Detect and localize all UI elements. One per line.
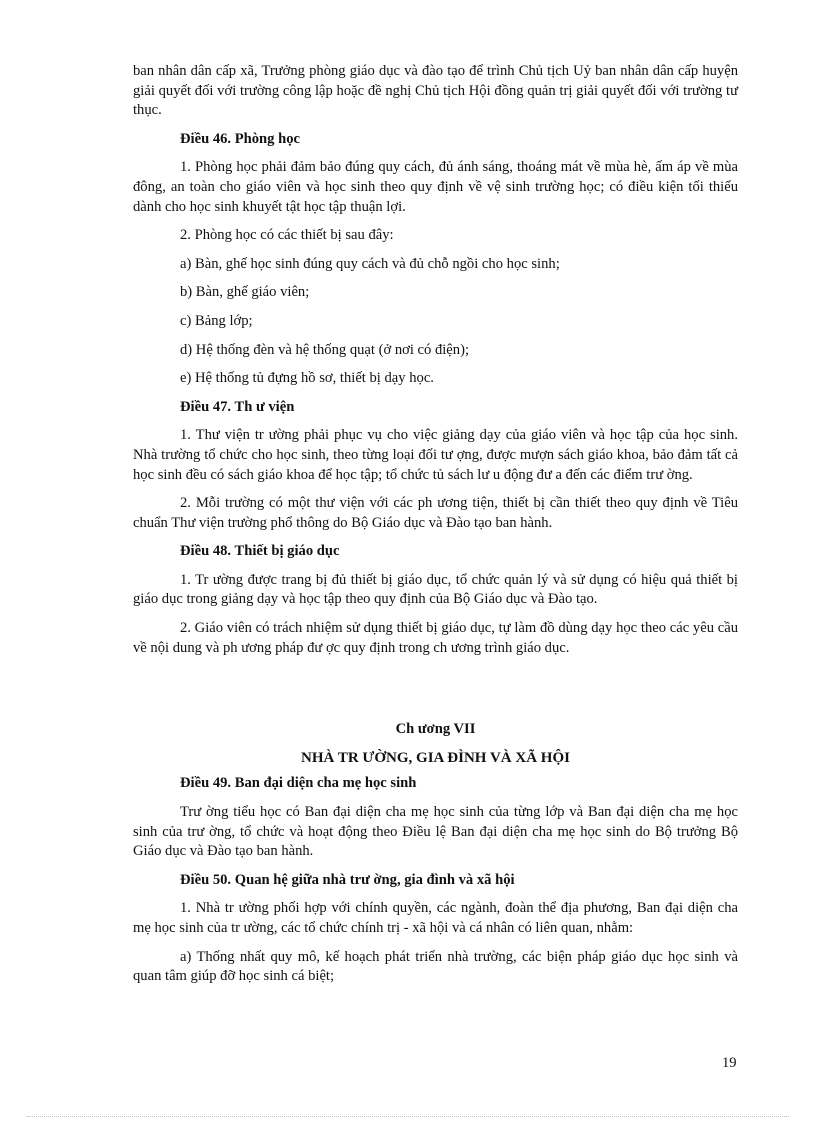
chapter-number: Ch ương VII [395, 721, 476, 738]
page-bottom-divider [27, 1116, 789, 1117]
article-46-item-a: a) Bàn, ghế học sinh đúng quy cách và đủ chỗ ngồi cho học sinh; [180, 255, 560, 272]
article-49-heading: Điều 49. Ban đại diện cha mẹ học sinh [180, 775, 417, 792]
article-48-clause-1: 1. Tr ường được trang bị đủ thiết bị giáo dục, tổ chức quản lý và sử dụng có hiệu quả thiết bị giáo dục trong giảng dạy và học tập theo quy định của Bộ Giáo dục và Đào tạo. [133, 571, 738, 608]
article-47-clause-2: 2. Mỗi trường có một thư viện với các ph ương tiện, thiết bị cần thiết theo quy định về Tiêu chuẩn Thư viện trường phổ thông do Bộ Giáo dục và Đào tạo ban hành. [133, 495, 738, 531]
article-48-clause-2: 2. Giáo viên có trách nhiệm sử dụng thiết bị giáo dục, tự làm đồ dùng dạy học theo các yêu cầu về nội dung và ph ương pháp đư ợc quy định trong ch ương trình giáo dục. [133, 620, 738, 656]
article-46-clause-1: 1. Phòng học phải đảm bảo đúng quy cách, đủ ánh sáng, thoáng mát về mùa hè, ấm áp về mùa đông, an toàn cho giáo viên và học sinh theo quy định về vệ sinh trường học; có điều kiện tối thiểu dành cho học sinh khuyết tật học tập thuận lợi. [133, 159, 738, 215]
article-50-heading: Điều 50. Quan hệ giữa nhà trư ờng, gia đình và xã hội [180, 871, 515, 888]
article-50-clause-1: 1. Nhà tr ường phối hợp với chính quyền, các ngành, đoàn thể địa phương, Ban đại diện cha mẹ học sinh của tr ường, các tổ chức chính trị - xã hội và cá nhân có liên quan, nhằm: [133, 900, 738, 936]
page-body [133, 62, 738, 996]
article-50-item-a: a) Thống nhất quy mô, kế hoạch phát triển nhà trường, các biện pháp giáo dục học sinh và quan tâm giúp đỡ học sinh cá biệt; [133, 948, 738, 985]
article-46-item-c: c) Bảng lớp; [180, 312, 253, 329]
article-46-item-e: e) Hệ thống tủ đựng hồ sơ, thiết bị dạy học. [180, 370, 434, 387]
article-48-heading: Điều 48. Thiết bị giáo dục [180, 543, 340, 560]
article-46-item-b: b) Bàn, ghế giáo viên; [180, 284, 310, 301]
chapter-title: NHÀ TR ƯỜNG, GIA ĐÌNH VÀ XÃ HỘI [301, 749, 570, 766]
page-number: 19 [722, 1055, 737, 1071]
paragraph-continuation: ban nhân dân cấp xã, Trưởng phòng giáo dục và đào tạo để trình Chủ tịch Uỷ ban nhân dân cấp huyện giải quyết đối với trường công lập hoặc đề nghị Chủ tịch Hội đồng quản trị giải quyết đối với trường tư thục. [133, 63, 738, 119]
article-46-heading: Điều 46. Phòng học [180, 130, 301, 147]
article-49-body: Trư ờng tiểu học có Ban đại diện cha mẹ học sinh của từng lớp và Ban đại diện cha mẹ học sinh của trư ờng, tổ chức và hoạt động theo Điều lệ Ban đại diện cha mẹ học sinh do Bộ trưởng Bộ Giáo dục và Đào tạo ban hành. [133, 804, 738, 860]
article-46-item-d: d) Hệ thống đèn và hệ thống quạt (ở nơi có điện); [180, 341, 469, 358]
article-47-heading: Điều 47. Th ư viện [180, 398, 295, 415]
article-46-clause-2: 2. Phòng học có các thiết bị sau đây: [180, 227, 394, 244]
article-47-clause-1: 1. Thư viện tr ường phải phục vụ cho việc giảng dạy của giáo viên và học tập của học sinh. Nhà trường tổ chức cho học sinh, theo từng loại đối tư ợng, được mượn sách giáo khoa, bảo đảm tất cả học sinh đều có sách giáo khoa để học tập; tổ chức tủ sách lư u động đư a đến các điểm trư ờng. [133, 427, 738, 483]
